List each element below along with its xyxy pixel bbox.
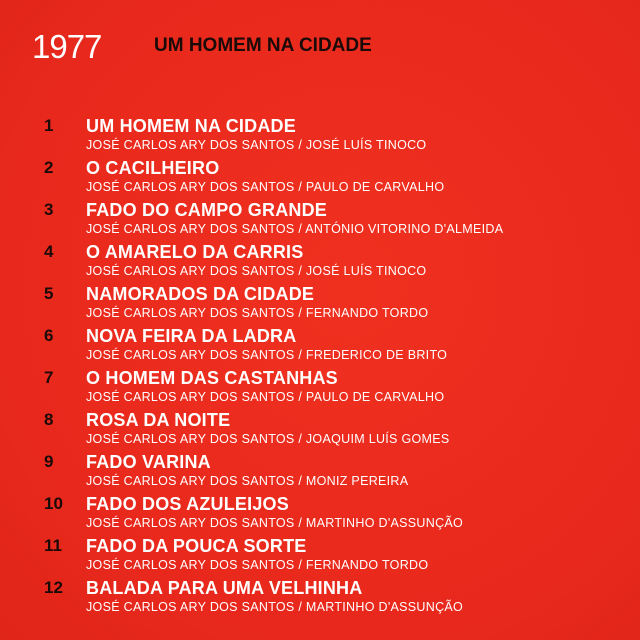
track-credits: JOSÉ CARLOS ARY DOS SANTOS / FERNANDO TORDO [86,306,429,320]
track-item [0,242,640,284]
track-item [0,452,640,494]
track-credits: JOSÉ CARLOS ARY DOS SANTOS / MONIZ PEREIRA [86,474,409,488]
track-title: FADO DO CAMPO GRANDE [86,200,328,220]
track-item [0,578,640,620]
track-number: 4 [44,242,54,261]
track-credits: JOSÉ CARLOS ARY DOS SANTOS / JOSÉ LUÍS TINOCO [86,264,427,278]
track-title: O HOMEM DAS CASTANHAS [86,368,338,388]
track-credits: JOSÉ CARLOS ARY DOS SANTOS / PAULO DE CARVALHO [86,180,445,194]
track-title: NOVA FEIRA DA LADRA [86,326,297,346]
track-title: FADO DOS AZULEIJOS [86,494,289,514]
track-credits: JOSÉ CARLOS ARY DOS SANTOS / MARTINHO D'ASSUNÇÃO [86,516,464,530]
album-title: UM HOMEM NA CIDADE [154,35,372,56]
track-credits: JOSÉ CARLOS ARY DOS SANTOS / FREDERICO DE BRITO [86,348,448,362]
track-title: BALADA PARA UMA VELHINHA [86,578,363,598]
album-year: 1977 [32,28,102,65]
track-item [0,410,640,452]
track-item [0,158,640,200]
track-list [0,116,640,620]
track-number: 10 [44,494,63,513]
track-title: O CACILHEIRO [86,158,220,178]
track-credits: JOSÉ CARLOS ARY DOS SANTOS / FERNANDO TORDO [86,558,429,572]
track-number: 1 [44,116,54,135]
track-credits: JOSÉ CARLOS ARY DOS SANTOS / JOAQUIM LUÍS GOMES [86,432,450,446]
track-title: UM HOMEM NA CIDADE [86,116,296,136]
track-credits: JOSÉ CARLOS ARY DOS SANTOS / JOSÉ LUÍS TINOCO [86,138,427,152]
track-number: 9 [44,452,54,471]
track-credits: JOSÉ CARLOS ARY DOS SANTOS / PAULO DE CARVALHO [86,390,445,404]
track-number: 8 [44,410,54,429]
track-item [0,494,640,536]
track-title: O AMARELO DA CARRIS [86,242,304,262]
track-item [0,284,640,326]
track-title: NAMORADOS DA CIDADE [86,284,315,304]
track-title: FADO VARINA [86,452,211,472]
track-item [0,368,640,410]
track-title: ROSA DA NOITE [86,410,231,430]
track-number: 7 [44,368,54,387]
track-number: 2 [44,158,54,177]
track-credits: JOSÉ CARLOS ARY DOS SANTOS / ANTÓNIO VITORINO D'ALMEIDA [86,222,504,236]
track-title: FADO DA POUCA SORTE [86,536,307,556]
track-number: 5 [44,284,54,303]
track-item [0,536,640,578]
track-number: 6 [44,326,54,345]
track-number: 12 [44,578,63,597]
track-item [0,116,640,158]
track-number: 11 [44,536,62,555]
track-item [0,200,640,242]
track-credits: JOSÉ CARLOS ARY DOS SANTOS / MARTINHO D'ASSUNÇÃO [86,600,464,614]
track-item [0,326,640,368]
track-number: 3 [44,200,54,219]
